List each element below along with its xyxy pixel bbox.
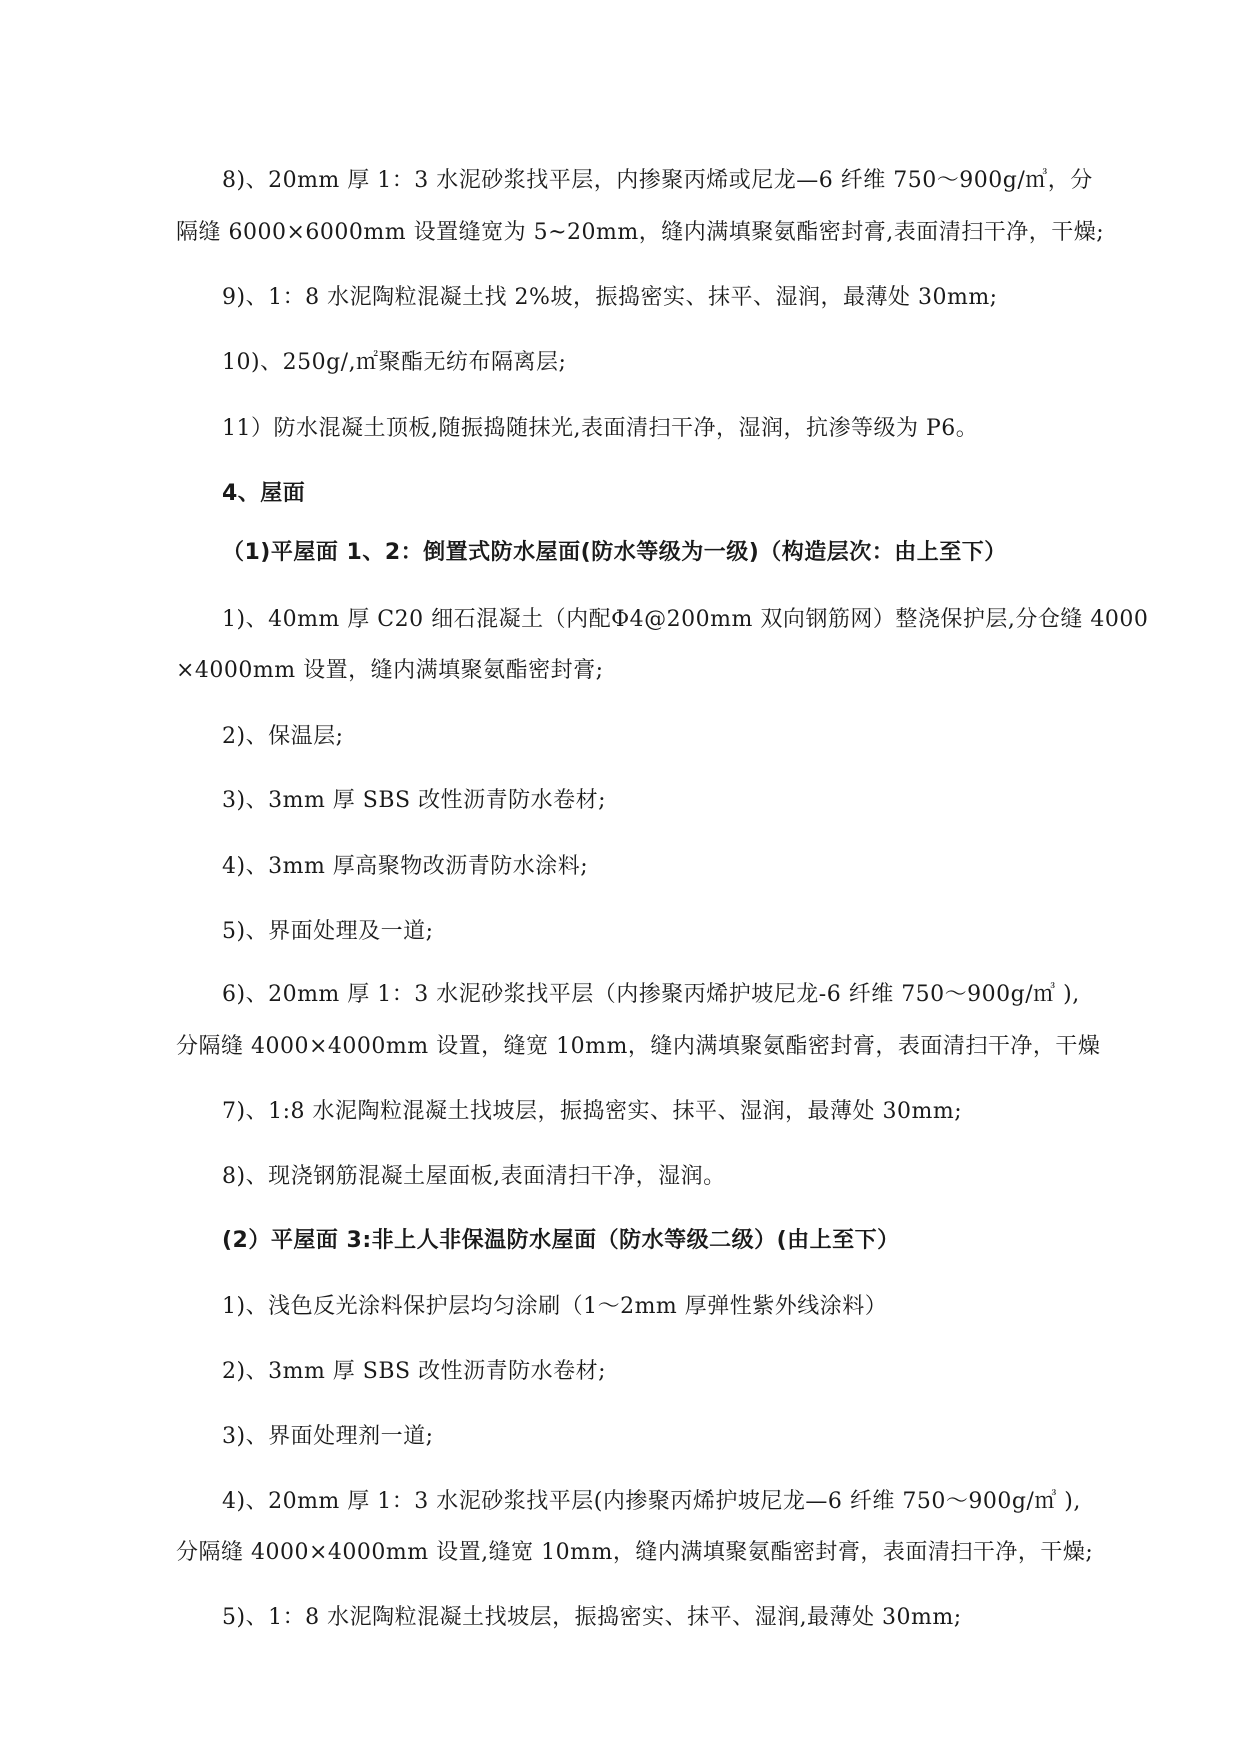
subsection-heading-flat-roof-1-2: （1)平屋面 1、2：倒置式防水屋面(防水等级为一级)（构造层次：由上至下） [222, 540, 1007, 565]
roof-item-5: 5)、界面处理及一道; [222, 919, 434, 944]
roof3-item-4-line-2: 分隔缝 4000×4000mm 设置,缝宽 10mm，缝内满填聚氨酯密封膏，表面清扫干净，干燥; [176, 1540, 1094, 1565]
roof-item-1-line-2: ×4000mm 设置，缝内满填聚氨酯密封膏; [176, 658, 604, 683]
roof-item-3: 3)、3mm 厚 SBS 改性沥青防水卷材; [222, 788, 607, 813]
roof3-item-5: 5)、1：8 水泥陶粒混凝土找坡层，振捣密实、抹平、湿润,最薄处 30mm; [222, 1605, 962, 1630]
paragraph-10: 10)、250g/,㎡聚酯无纺布隔离层; [222, 350, 567, 375]
roof-item-4: 4)、3mm 厚高聚物改沥青防水涂料; [222, 854, 589, 879]
roof3-item-3: 3)、界面处理剂一道; [222, 1424, 434, 1449]
paragraph-11: 11）防水混凝土顶板,随振捣随抹光,表面清扫干净，湿润，抗渗等级为 P6。 [222, 416, 979, 441]
roof-item-8: 8)、现浇钢筋混凝土屋面板,表面清扫干净，湿润。 [222, 1164, 726, 1189]
paragraph-8-line-2: 隔缝 6000×6000mm 设置缝宽为 5~20mm，缝内满填聚氨酯密封膏,表面清扫干净，干燥; [176, 220, 1105, 245]
roof-item-1-line-1: 1)、40mm 厚 C20 细石混凝土（内配Φ4@200mm 双向钢筋网）整浇保护层,分仓缝 4000 [222, 607, 1149, 632]
roof3-item-4-line-1: 4)、20mm 厚 1：3 水泥砂浆找平层(内掺聚丙烯护坡尼龙—6 纤维 750～900g/㎥ ), [222, 1489, 1081, 1514]
roof-item-2: 2)、保温层; [222, 724, 344, 749]
section-heading-roof: 4、屋面 [222, 481, 306, 506]
roof-item-6-line-1: 6)、20mm 厚 1：3 水泥砂浆找平层（内掺聚丙烯护坡尼龙-6 纤维 750～900g/㎥ ), [222, 982, 1080, 1007]
roof-item-6-line-2: 分隔缝 4000×4000mm 设置，缝宽 10mm，缝内满填聚氨酯密封膏，表面清扫干净，干燥 [176, 1034, 1101, 1059]
paragraph-9: 9)、1：8 水泥陶粒混凝土找 2%坡，振捣密实、抹平、湿润，最薄处 30mm; [222, 285, 998, 310]
roof3-item-1: 1)、浅色反光涂料保护层均匀涂刷（1～2mm 厚弹性紫外线涂料） [222, 1294, 888, 1319]
roof3-item-2: 2)、3mm 厚 SBS 改性沥青防水卷材; [222, 1359, 607, 1384]
roof-item-7: 7)、1:8 水泥陶粒混凝土找坡层，振捣密实、抹平、湿润，最薄处 30mm; [222, 1099, 963, 1124]
subsection-heading-flat-roof-3: (2）平屋面 3:非上人非保温防水屋面（防水等级二级）(由上至下） [222, 1228, 900, 1253]
paragraph-8-line-1: 8)、20mm 厚 1：3 水泥砂浆找平层，内掺聚丙烯或尼龙—6 纤维 750～900g/㎥，分 [222, 168, 1093, 193]
